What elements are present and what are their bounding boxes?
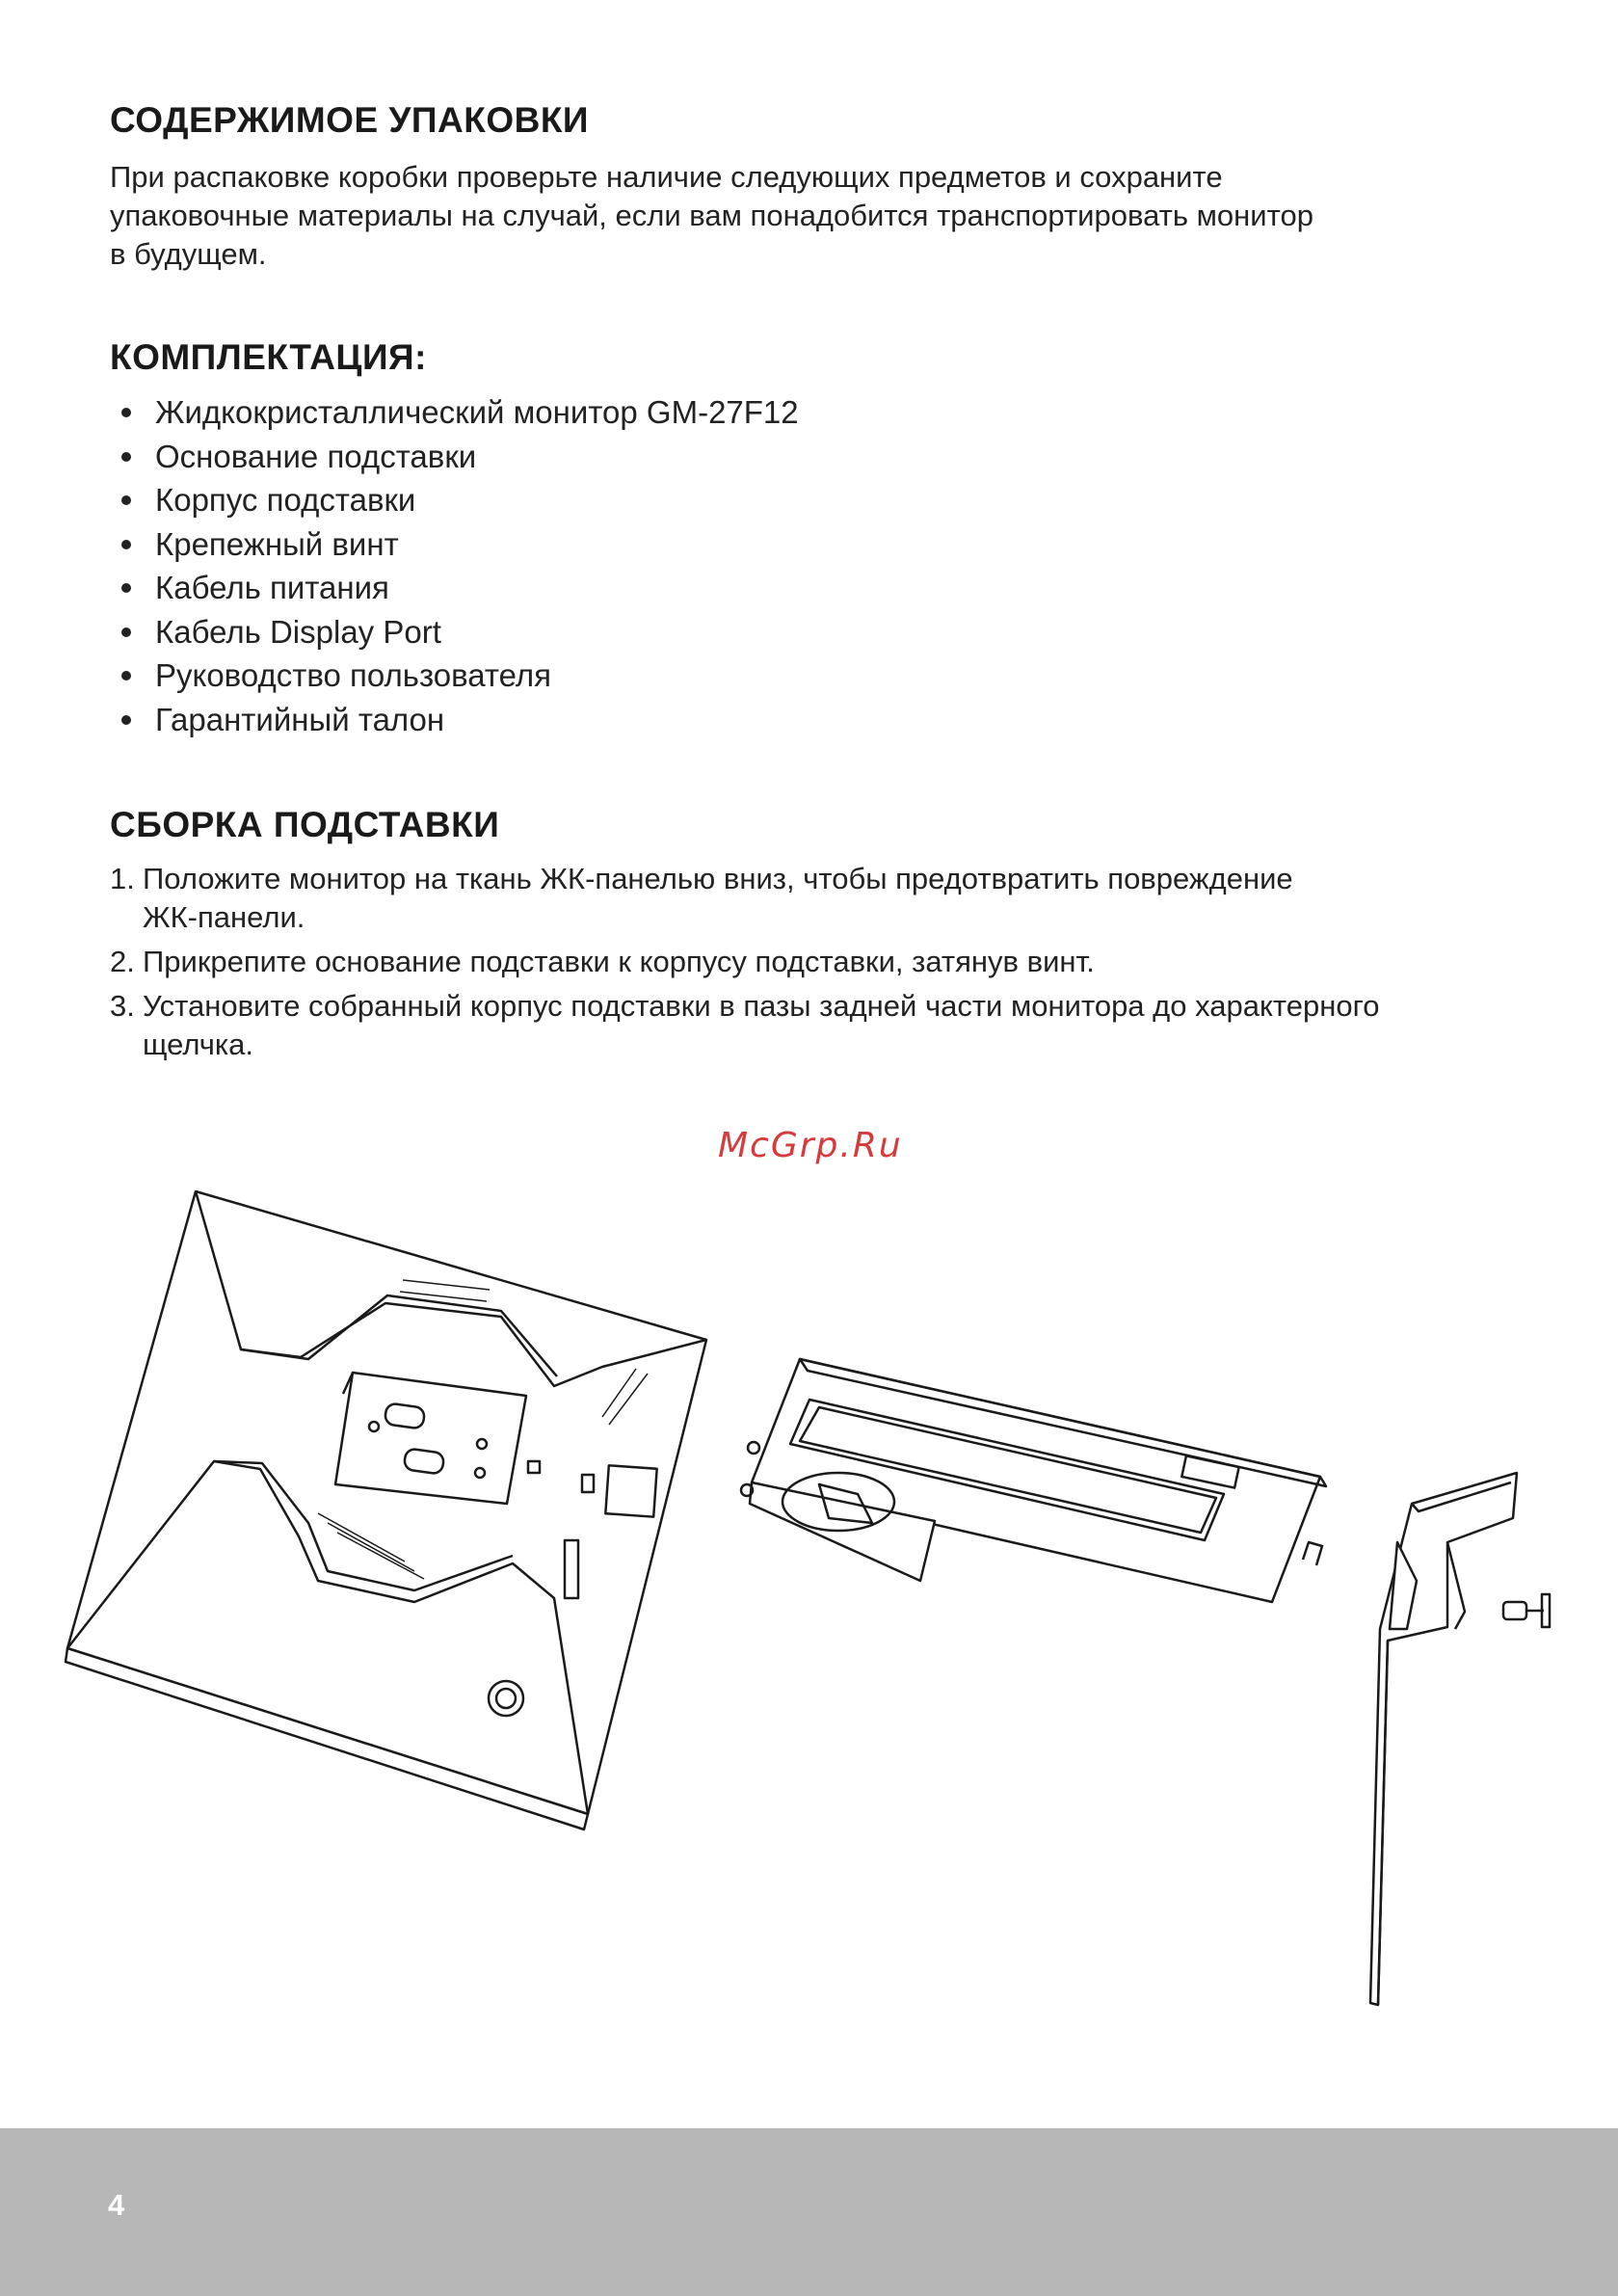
list-item [118,390,799,435]
package-contents-line: При распаковке коробки проверьте наличие следующих предметов и сохраните [110,160,1223,194]
bullet-icon [121,408,131,417]
package-contents-line: в будущем. [110,237,267,271]
kit-item-label: Кабель Display Port [155,613,441,650]
kit-list [118,390,799,741]
section-title-kit: КОМПЛЕКТАЦИЯ: [110,337,427,377]
watermark: McGrp.Ru [718,1126,903,1165]
section-title-assembly: СБОРКА ПОДСТАВКИ [110,805,500,844]
kit-item-label: Гарантийный талон [155,701,445,737]
assembly-step [110,943,1517,981]
bullet-icon [121,583,131,593]
step-text-line: щелчка. [143,1028,254,1061]
step-text-line: Прикрепите основание подставки к корпусу подставки, затянув винт. [143,945,1095,978]
step-text-line: Установите собранный корпус подставки в пазы задней части монитора до характерного [143,989,1380,1023]
step-number: 3. [110,989,135,1023]
stand-base-drawing [741,1359,1326,1602]
list-item [118,566,799,610]
assembly-step [110,860,1517,937]
monitor-back-drawing [66,1191,706,1829]
step-number: 1. [110,862,135,895]
bullet-icon [121,671,131,681]
package-contents-text [110,158,1459,274]
list-item [118,478,799,522]
step-text-line: ЖК-панели. [143,900,305,934]
package-contents-line: упаковочные материалы на случай, если вам понадобится транспортировать монитор [110,199,1313,232]
section-title-package-contents: СОДЕРЖИМОЕ УПАКОВКИ [110,100,590,140]
bullet-icon [121,452,131,462]
list-item [118,698,799,742]
kit-item-label: Корпус подставки [155,482,416,518]
list-item [118,522,799,567]
kit-item-label: Жидкокристаллический монитор GM-27F12 [155,394,799,430]
kit-item-label: Основание подставки [155,438,477,474]
bullet-icon [121,495,131,505]
bullet-icon [121,540,131,549]
stand-arm-drawing [1370,1473,1517,2005]
bullet-icon [121,715,131,725]
step-text-line: Положите монитор на ткань ЖК-панелью вниз, чтобы предотвратить повреждение [143,862,1293,895]
list-item [118,654,799,698]
bullet-icon [121,627,131,637]
list-item [118,435,799,479]
page-number: 4 [108,2188,125,2222]
kit-item-label: Руководство пользователя [155,657,551,693]
kit-item-label: Крепежный винт [155,525,399,562]
assembly-step [110,987,1517,1064]
kit-item-label: Кабель питания [155,570,389,605]
list-item [118,610,799,654]
screw-drawing [1503,1594,1550,1627]
assembly-steps [110,860,1517,1070]
step-number: 2. [110,945,135,978]
page-footer [0,2128,1618,2296]
stand-assembly-illustration [0,1176,1618,2043]
